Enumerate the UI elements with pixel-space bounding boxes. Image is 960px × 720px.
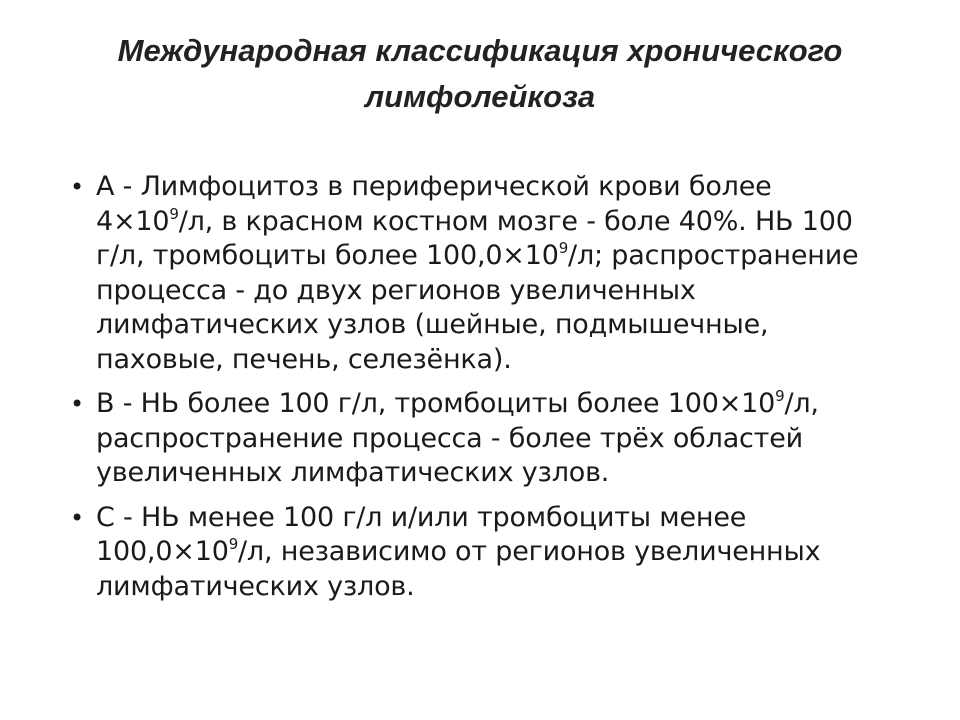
bullet-text-line	[96, 387, 910, 422]
bullet-text-line	[96, 343, 910, 378]
text-segment: С - НЬ менее 100 г/л и/или тромбоциты менее	[96, 501, 747, 533]
bullet-item	[70, 501, 910, 605]
bullet-text-line	[96, 570, 910, 605]
text-segment: /л, в красном костном мозге - боле 40%. НЬ 100	[178, 205, 853, 237]
text-segment: лимфатических узлов (шейные, подмышечные,	[96, 309, 769, 340]
bullet-text-line	[96, 170, 910, 205]
bullet-text-line	[96, 501, 910, 536]
text-segment: А - Лимфоцитоз в периферической крови более	[96, 171, 772, 202]
text-segment: /л; распространение	[568, 240, 859, 271]
superscript-exponent: 9	[775, 387, 785, 405]
text-segment: увеличенных лимфатических узлов.	[96, 457, 610, 488]
bullet-text-line	[96, 535, 910, 570]
bullet-text-line	[96, 308, 910, 343]
text-segment: г/л, тромбоциты более 100,0×10	[96, 240, 559, 271]
text-segment: 100,0×10	[96, 536, 229, 567]
text-segment: процесса - до двух регионов увеличенных	[96, 274, 696, 306]
text-segment: 4×10	[96, 205, 170, 237]
bullet-marker: •	[70, 173, 84, 201]
text-segment: распространение процесса - более трёх областей	[96, 422, 803, 454]
text-segment: лимфатических узлов.	[96, 570, 415, 602]
bullet-marker: •	[70, 503, 84, 532]
bullet-text-line	[96, 205, 910, 240]
text-segment: В - НЬ более 100 г/л, тромбоциты более 100×10	[96, 388, 776, 419]
bullet-marker: •	[70, 390, 84, 418]
text-segment: /л, независимо от регионов увеличенных	[238, 536, 821, 567]
bullet-text-line	[96, 456, 910, 491]
text-segment: паховые, печень, селезёнка).	[96, 343, 512, 375]
superscript-exponent: 9	[169, 204, 179, 223]
bullet-item	[70, 387, 910, 491]
slide-title	[60, 28, 900, 120]
bullet-text-line	[96, 274, 910, 309]
superscript-exponent: 9	[228, 535, 239, 553]
bullet-text-line	[96, 239, 910, 274]
superscript-exponent: 9	[558, 239, 569, 257]
slide-title-line: лимфолейкоза	[364, 79, 596, 114]
bullet-item	[70, 170, 910, 377]
slide-title-line: Международная классификация хронического	[117, 33, 843, 68]
bullet-list	[70, 170, 910, 614]
text-segment: /л,	[784, 388, 819, 419]
bullet-text-line	[96, 422, 910, 457]
